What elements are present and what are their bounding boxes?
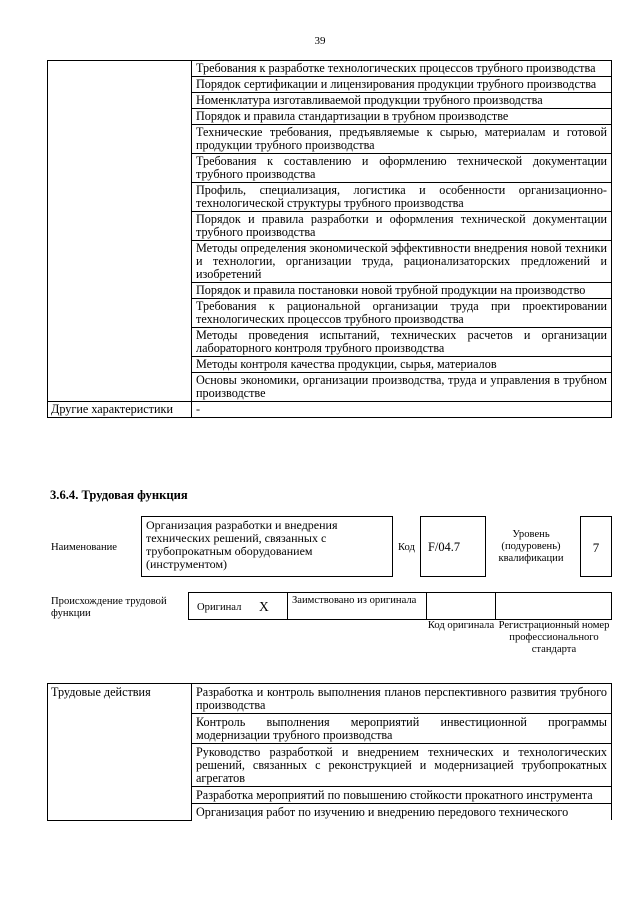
knowledge-item: Методы определения экономической эффективности внедрения новой техники и технологии, организации труда, рационализаторских предложений и изобретений [192, 241, 612, 283]
code-box [420, 516, 486, 577]
borrowed-label: Заимствовано из оригинала [292, 595, 417, 606]
section-heading: 3.6.4. Трудовая функция [50, 488, 188, 502]
knowledge-item: Номенклатура изготавливаемой продукции трубного производства [192, 93, 612, 109]
level-value: 7 [592, 540, 600, 555]
knowledge-item: Порядок и правила постановки новой трубной продукции на производство [192, 283, 612, 299]
level-label: Уровень (подуровень) квалификации [498, 529, 564, 564]
other-characteristics-label: Другие характеристики [48, 402, 192, 418]
knowledge-item: Методы контроля качества продукции, сырья, материалов [192, 357, 612, 373]
labor-actions-table [47, 683, 612, 821]
code-value: F/04.7 [428, 540, 461, 554]
knowledge-item: Требования к рациональной организации труда при проектировании технологических процессов трубного производства [192, 299, 612, 328]
labor-actions-label: Трудовые действия [48, 684, 192, 821]
knowledge-item: Порядок сертификации и лицензирования продукции трубного производства [192, 77, 612, 93]
labor-action-item: Контроль выполнения мероприятий инвестиционной программы модернизации трубного производства [192, 714, 612, 744]
original-cell [188, 592, 288, 620]
knowledge-item: Методы проведения испытаний, технических расчетов и организации лабораторного контроля трубного производства [192, 328, 612, 357]
labor-action-item: Разработка мероприятий по повышению стойкости прокатного инструмента [192, 787, 612, 804]
labor-action-item: Разработка и контроль выполнения планов перспективного развития трубного производства [192, 684, 612, 714]
original-label: Оригинал [197, 602, 242, 613]
origin-label: Происхождение трудовой функции [51, 596, 167, 619]
knowledge-table [47, 60, 612, 418]
knowledge-label-cell [48, 61, 192, 402]
labor-action-item: Организация работ по изучению и внедрению передового технического [192, 804, 612, 821]
code-label: Код [398, 542, 415, 553]
knowledge-item: Основы экономики, организации производства, труда и управления в трубном производстве [192, 373, 612, 402]
reg-number-cell [495, 592, 612, 620]
knowledge-item: Требования к разработке технологических процессов трубного производства [192, 61, 612, 77]
name-label: Наименование [51, 542, 117, 553]
knowledge-item: Технические требования, предъявляемые к сырью, материалам и готовой продукции трубного производства [192, 125, 612, 154]
labor-action-item: Руководство разработкой и внедрением технических и технологических решений, связанных с реконструкцией и модернизацией трубопрокатных агрегатов [192, 744, 612, 787]
borrowed-cell [287, 592, 427, 620]
knowledge-row [48, 61, 612, 77]
function-name-value: Организация разработки и внедрения технических решений, связанных с трубопрокатным оборудованием (инструментом) [146, 518, 338, 571]
knowledge-item: Порядок и правила разработки и оформления технической документации трубного производства [192, 212, 612, 241]
original-mark: X [259, 599, 269, 614]
code-original-caption: Код оригинала [427, 620, 495, 631]
function-name-box [141, 516, 393, 577]
code-original-cell [426, 592, 496, 620]
knowledge-item: Порядок и правила стандартизации в трубном производстве [192, 109, 612, 125]
other-characteristics-value: - [192, 402, 612, 418]
reg-number-caption: Регистрационный номер профессионального стандарта [498, 620, 610, 655]
knowledge-item: Требования к составлению и оформлению технической документации трубного производства [192, 154, 612, 183]
other-characteristics-row [48, 402, 612, 418]
level-box [580, 516, 612, 577]
knowledge-item: Профиль, специализация, логистика и особенности организационно-технологической структуры трубного производства [192, 183, 612, 212]
page-number: 39 [314, 35, 326, 47]
labor-action-row [48, 684, 612, 714]
